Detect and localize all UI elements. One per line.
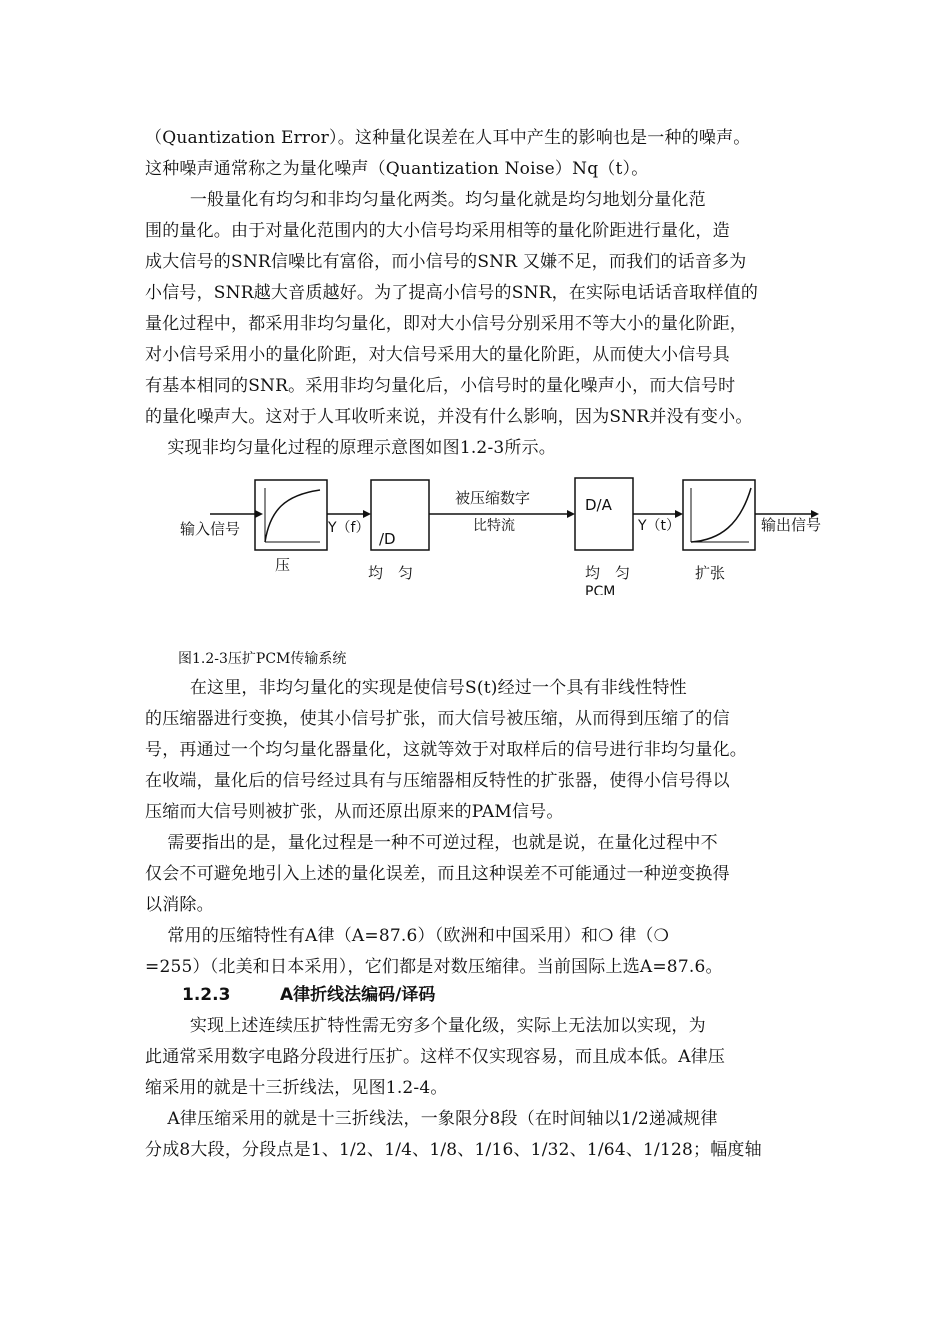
section-title: A律折线法编码/译码 [280, 985, 436, 1005]
output-signal-label: 输出信号 [761, 516, 822, 534]
ad-label: /D [379, 530, 396, 548]
arrowhead-icon [363, 510, 371, 518]
text-line: 在这里，非均匀量化的实现是使信号S(t)经过一个具有非线性特性 [145, 678, 687, 698]
da-label: D/A [585, 496, 612, 514]
text-line: 常用的压缩特性有A律（A=87.6）（欧洲和中国采用）和❍ 律（❍ [145, 926, 670, 946]
text-line: 量化过程中，都采用非均匀量化，即对大小信号分别采用不等大小的量化阶距， [145, 314, 747, 334]
text-line: 的量化噪声大。这对于人耳收听来说，并没有什么影响，因为SNR并没有变小。 [145, 407, 753, 427]
expander-block [683, 480, 755, 550]
text-line: =255）（北美和日本采用），它们都是对数压缩律。当前国际上选A=87.6。 [145, 957, 723, 977]
da-block [575, 478, 633, 550]
text-line: 此通常采用数字电路分段进行压扩。这样不仅实现容易，而且成本低。A律压 [145, 1047, 726, 1067]
text-line: （Quantization Error）。这种量化误差在人耳中产生的影响也是一种的噪声。 [145, 128, 751, 148]
text-line: 小信号，SNR越大音质越好。为了提高小信号的SNR，在实际电话话音取样值的 [145, 283, 759, 303]
text-line: 仅会不可避免地引入上述的量化误差，而且这种误差不可能通过一种逆变换得 [145, 864, 730, 884]
text-line: 需要指出的是，量化过程是一种不可逆过程，也就是说，在量化过程中不 [145, 833, 718, 853]
text-line: 实现非均匀量化过程的原理示意图如图1.2-3所示。 [145, 438, 557, 458]
text-line: 以消除。 [145, 895, 214, 915]
expander-label: 扩张 [695, 564, 726, 582]
uniform-label: 均 匀 [585, 564, 631, 582]
text-line: 的压缩器进行变换，使其小信号扩张，而大信号被压缩，从而得到压缩了的信 [145, 709, 730, 729]
bitstream-label: 比特流 [473, 518, 515, 534]
arrowhead-icon [675, 510, 683, 518]
y-f-label: Y（f） [328, 520, 370, 536]
arrowhead-icon [567, 510, 575, 518]
text-line: 号，再通过一个均匀量化器量化，这就等效于对取样后的信号进行非均匀量化。 [145, 740, 747, 760]
pcm-label: PCM [585, 584, 616, 595]
input-signal-label: 输入信号 [180, 520, 241, 538]
text-line: 有基本相同的SNR。采用非均匀量化后，小信号时的量化噪声小，而大信号时 [145, 376, 736, 396]
text-line: 一般量化有均匀和非均匀量化两类。均匀量化就是均匀地划分量化范 [145, 190, 706, 210]
uniform-label: 均 匀 [368, 564, 414, 582]
text-line: 这种噪声通常称之为量化噪声（Quantization Noise）Nq（t）。 [145, 159, 649, 179]
expansion-curve [691, 488, 751, 542]
compressor-label: 压 [275, 556, 291, 574]
arrowhead-icon [255, 510, 263, 518]
text-line: 围的量化。由于对量化范围内的大小信号均采用相等的量化阶距进行量化，造 [145, 221, 730, 241]
y-t-label: Y（t） [638, 518, 681, 534]
figure-caption: 图1.2-3压扩PCM传输系统 [178, 651, 347, 667]
text-line: A律压缩采用的就是十三折线法，一象限分8段（在时间轴以1/2递减规律 [145, 1109, 718, 1129]
compression-curve [265, 490, 320, 542]
text-line: 实现上述连续压扩特性需无穷多个量化级，实际上无法加以实现，为 [145, 1016, 706, 1036]
text-line: 在收端，量化后的信号经过具有与压缩器相反特性的扩张器，使得小信号得以 [145, 771, 730, 791]
section-number: 1.2.3 [182, 985, 231, 1005]
compander-pcm-diagram [175, 470, 845, 595]
text-line: 压缩而大信号则被扩张，从而还原出原来的PAM信号。 [145, 802, 564, 822]
compressed-digital-label: 被压缩数字 [455, 489, 531, 507]
text-line: 对小信号采用小的量化阶距，对大信号采用大的量化阶距，从而使大小信号具 [145, 345, 730, 365]
text-line: 分成8大段，分段点是1、1/2、1/4、1/8、1/16、1/32、1/64、1/128；幅度轴 [145, 1140, 762, 1160]
text-line: 缩采用的就是十三折线法，见图1.2-4。 [145, 1078, 448, 1098]
text-line: 成大信号的SNR信噪比有富俗，而小信号的SNR 又嫌不足，而我们的话音多为 [145, 252, 747, 272]
